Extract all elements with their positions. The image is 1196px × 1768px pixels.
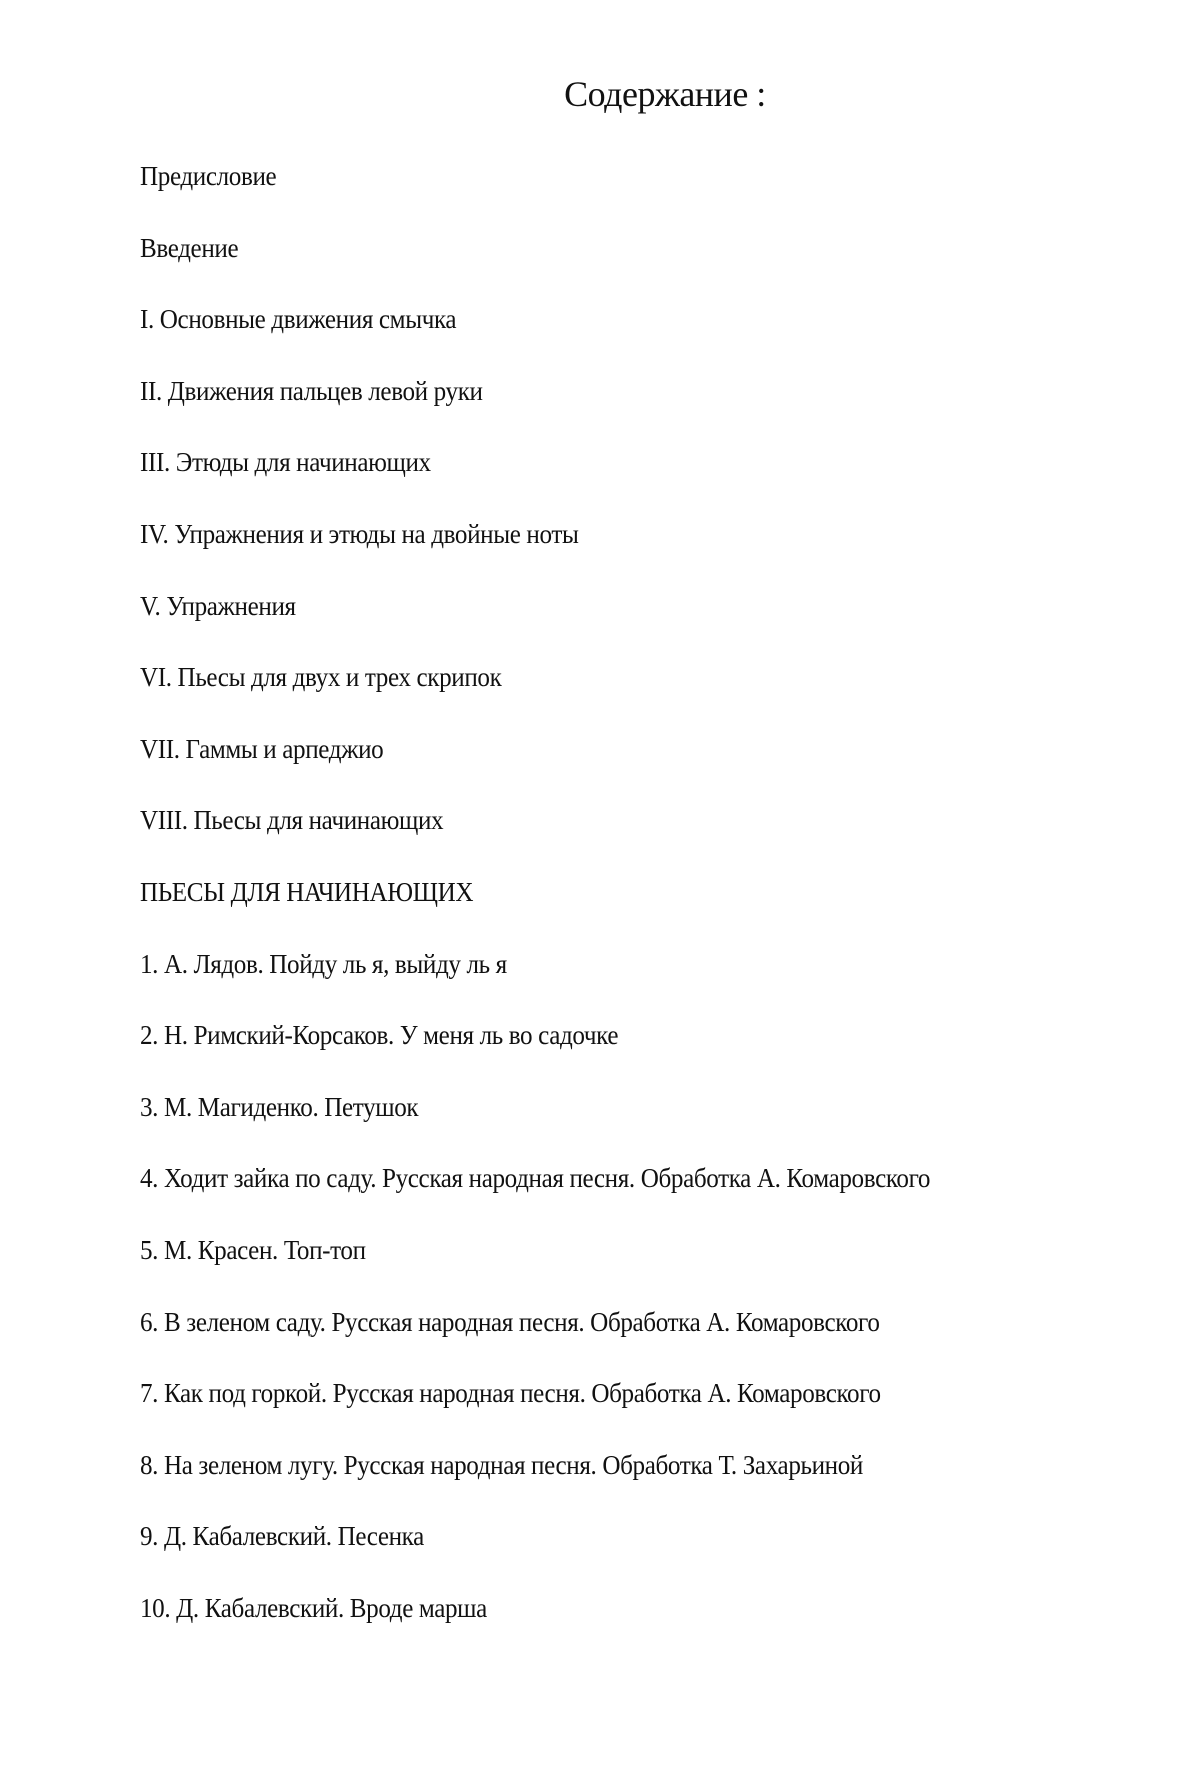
toc-piece-3: 3. М. Магиденко. Петушок [140, 1091, 419, 1122]
table-of-contents [140, 158, 990, 1661]
toc-piece-7: 7. Как под горкой. Русская народная песня. Обработка А. Комаровского [140, 1378, 881, 1409]
toc-entry-section-8: VIII. Пьесы для начинающих [140, 805, 444, 836]
toc-entry-section-1: I. Основные движения смычка [140, 304, 457, 335]
toc-piece-4: 4. Ходит зайка по саду. Русская народная песня. Обработка А. Комаровского [140, 1163, 931, 1194]
toc-entry-section-3: III. Этюды для начинающих [140, 447, 431, 478]
toc-entry-section-4: IV. Упражнения и этюды на двойные ноты [140, 518, 579, 549]
toc-entry-section-6: VI. Пьесы для двух и трех скрипок [140, 662, 502, 693]
toc-entry-introduction: Введение [140, 232, 239, 263]
toc-piece-6: 6. В зеленом саду. Русская народная песня. Обработка А. Комаровского [140, 1306, 880, 1337]
toc-entry-section-7: VII. Гаммы и арпеджио [140, 733, 384, 764]
toc-piece-10: 10. Д. Кабалевский. Вроде марша [140, 1592, 487, 1623]
toc-subheading-pieces: ПЬЕСЫ ДЛЯ НАЧИНАЮЩИХ [140, 876, 474, 907]
toc-entry-preface: Предисловие [140, 161, 277, 191]
toc-piece-2: 2. Н. Римский-Корсаков. У меня ль во садочке [140, 1020, 619, 1051]
toc-piece-8: 8. На зеленом лугу. Русская народная песня. Обработка Т. Захарьиной [140, 1449, 863, 1480]
toc-piece-1: 1. А. Лядов. Пойду ль я, выйду ль я [140, 948, 507, 979]
toc-piece-9: 9. Д. Кабалевский. Песенка [140, 1521, 424, 1552]
toc-piece-5: 5. М. Красен. Топ-топ [140, 1234, 366, 1265]
toc-entry-section-2: II. Движения пальцев левой руки [140, 375, 483, 406]
page-title: Содержание : [564, 74, 766, 114]
toc-entry-section-5: V. Упражнения [140, 590, 296, 621]
